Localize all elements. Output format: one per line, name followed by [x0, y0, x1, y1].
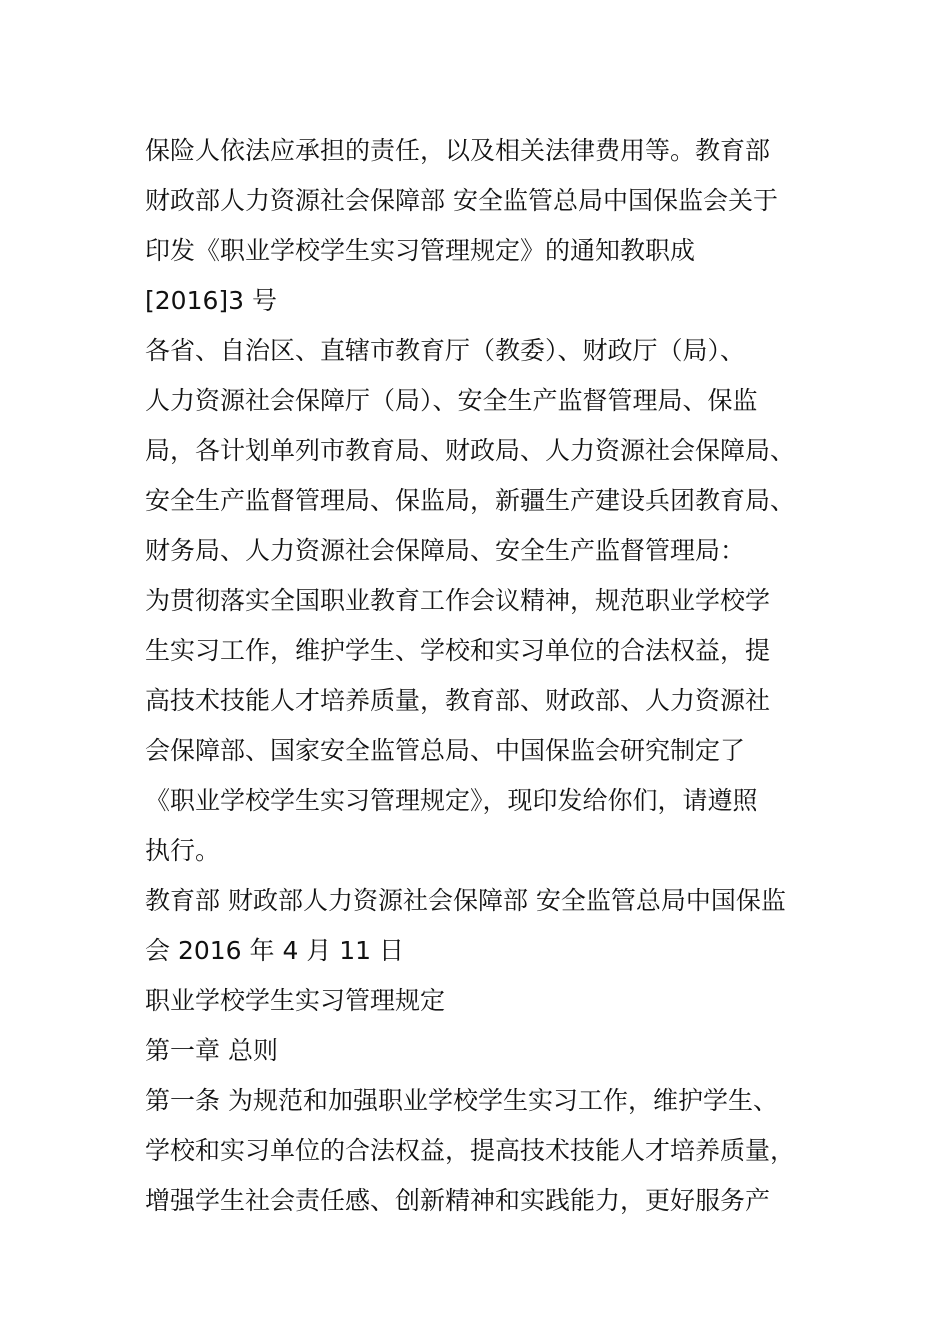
text-line: 高技术技能人才培养质量，教育部、财政部、人力资源社 [145, 686, 771, 715]
text-line: 保险人依法应承担的责任，以及相关法律费用等。教育部 [145, 136, 771, 165]
text-line: 各省、自治区、直辖市教育厅（教委）、财政厅（局）、 [145, 336, 746, 365]
text-line: 人力资源社会保障厅（局）、安全生产监督管理局、保监 [145, 386, 758, 415]
text-line: 印发《职业学校学生实习管理规定》的通知教职成 [145, 236, 696, 265]
text-line: 增强学生社会责任感、创新精神和实践能力，更好服务产 [145, 1186, 771, 1215]
text-line: 执行。 [145, 836, 221, 865]
text-line: 财政部人力资源社会保障部 安全监管总局中国保监会关于 [145, 186, 778, 215]
chapter-heading: 第一章 总则 [145, 1036, 278, 1065]
document-title: 职业学校学生实习管理规定 [145, 986, 446, 1015]
document-body [145, 126, 825, 1226]
text-line: 安全生产监督管理局、保监局，新疆生产建设兵团教育局、 [145, 486, 796, 515]
text-line: 生实习工作，维护学生、学校和实习单位的合法权益，提 [145, 636, 771, 665]
text-line: 学校和实习单位的合法权益，提高技术技能人才培养质量， [145, 1136, 796, 1165]
text-line: 为贯彻落实全国职业教育工作会议精神，规范职业学校学 [145, 586, 771, 615]
text-line: 财务局、人力资源社会保障局、安全生产监督管理局： [145, 536, 746, 565]
text-line: 会保障部、国家安全监管总局、中国保监会研究制定了 [145, 736, 746, 765]
text-line: [2016]3 号 [145, 286, 277, 315]
text-line: 第一条 为规范和加强职业学校学生实习工作，维护学生、 [145, 1086, 778, 1115]
text-line: 《职业学校学生实习管理规定》，现印发给你们，请遵照 [145, 786, 758, 815]
text-line: 局，各计划单列市教育局、财政局、人力资源社会保障局、 [145, 436, 796, 465]
text-line: 会 2016 年 4 月 11 日 [145, 936, 405, 965]
text-line: 教育部 财政部人力资源社会保障部 安全监管总局中国保监 [145, 886, 786, 915]
